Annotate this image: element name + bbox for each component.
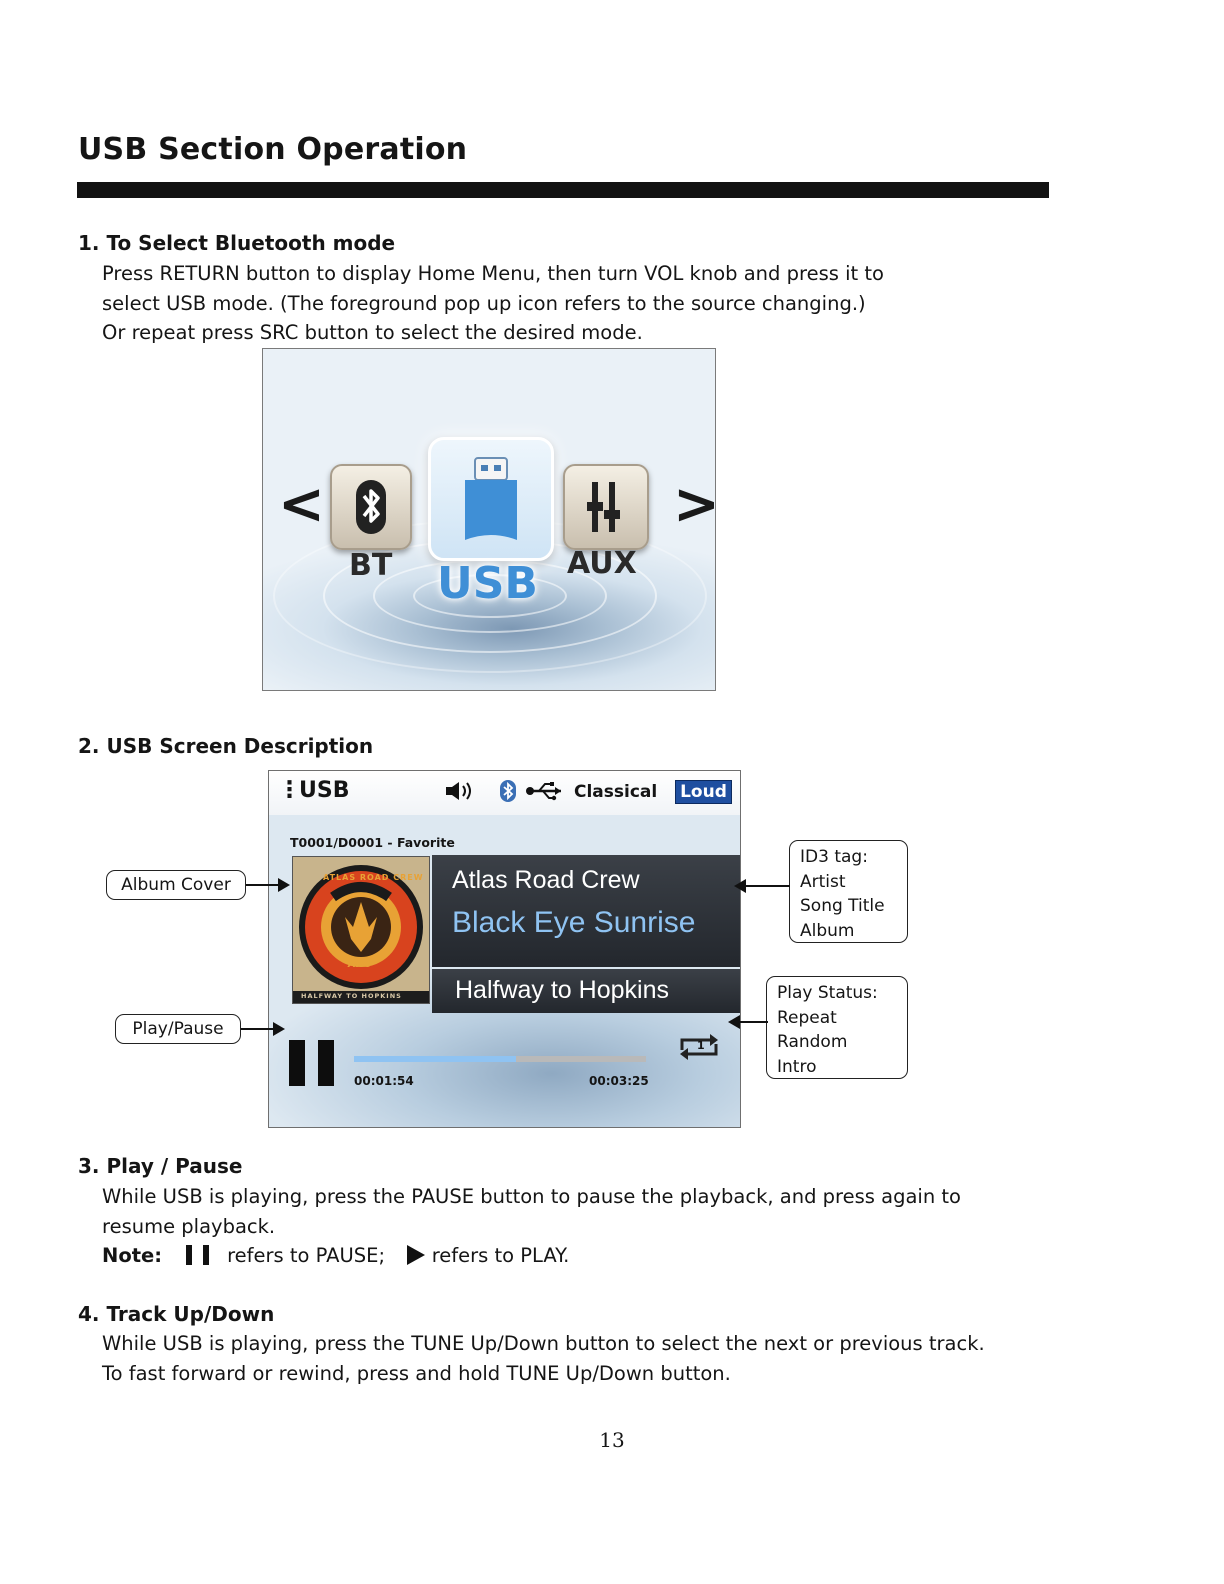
section-1-heading: 1. To Select Bluetooth mode	[78, 231, 396, 255]
bluetooth-icon	[332, 466, 410, 548]
artist-name: Atlas Road Crew	[452, 866, 640, 894]
section-3-line: While USB is playing, press the PAUSE button to pause the playback, and press again to	[102, 1185, 961, 1208]
section-3-note	[102, 1241, 1112, 1271]
mode-tile-aux	[563, 464, 649, 550]
album-cover-bottom-text: HALFWAY TO HOPKINS	[301, 992, 402, 1000]
title-rule	[77, 182, 1049, 198]
mode-tile-bt	[330, 464, 412, 550]
page-number: 13	[599, 1428, 625, 1452]
callout-play-pause-label: Play/Pause	[132, 1019, 224, 1039]
callout-album-cover	[106, 870, 246, 900]
section-3-heading: 3. Play / Pause	[78, 1154, 243, 1178]
callout-arrow-album-cover	[246, 876, 292, 894]
note-pause-text: refers to PAUSE;	[227, 1244, 386, 1267]
play-symbol-icon	[407, 1245, 425, 1265]
album-cover	[292, 856, 430, 1004]
album-title: Halfway to Hopkins	[455, 976, 669, 1004]
callout-arrow-play-status	[726, 1013, 768, 1031]
song-title: Black Eye Sunrise	[452, 906, 696, 939]
source-label: USB	[299, 778, 350, 803]
section-4-text	[102, 1329, 1112, 1388]
album-cover-center-text: ARC	[348, 959, 371, 970]
mode-tile-usb	[428, 437, 554, 561]
mode-label-usb: USB	[437, 558, 538, 609]
previous-mode-icon: <	[278, 472, 325, 537]
section-1-line: select USB mode. (The foreground pop up icon refers to the source changing.)	[102, 291, 866, 315]
usb-status-icon	[525, 781, 565, 801]
section-4-line: To fast forward or rewind, press and hold TUNE Up/Down button.	[102, 1361, 731, 1385]
callout-id3-line: Song Title	[800, 896, 885, 916]
callout-id3-line: Album	[800, 920, 855, 941]
note-play-text: refers to PLAY.	[431, 1244, 570, 1267]
section-1-line: Or repeat press SRC button to select the desired mode.	[102, 321, 643, 344]
repeat-number: 1	[697, 1039, 705, 1052]
total-time: 00:03:25	[589, 1074, 649, 1088]
progress-fill	[354, 1056, 516, 1062]
section-1-text	[102, 259, 1112, 348]
callout-play-status-line: Repeat	[777, 1007, 837, 1028]
volume-icon	[444, 780, 478, 802]
pause-icon-bar-left[interactable]	[289, 1040, 305, 1086]
page-title: USB Section Operation	[78, 132, 468, 167]
elapsed-time: 00:01:54	[354, 1074, 414, 1088]
album-cover-top-text: ATLAS ROAD CREW	[323, 873, 424, 882]
callout-arrow-id3-tag	[732, 877, 790, 895]
loud-badge: Loud	[675, 780, 732, 804]
callout-id3-tag	[789, 840, 908, 943]
progress-track[interactable]	[354, 1056, 646, 1062]
next-mode-icon: >	[673, 472, 720, 537]
pause-symbol-icon	[203, 1245, 209, 1265]
section-3-text	[102, 1182, 1112, 1271]
callout-play-status-line: Play Status:	[777, 983, 878, 1003]
section-4-heading: 4. Track Up/Down	[78, 1302, 275, 1326]
note-label: Note:	[102, 1244, 163, 1267]
source-menu-icon: ⋮	[278, 777, 301, 803]
callout-play-status	[766, 976, 908, 1079]
section-4-line: While USB is playing, press the TUNE Up/Down button to select the next or previous track.	[102, 1332, 985, 1355]
eq-preset-label: Classical	[574, 782, 658, 802]
mode-label-aux: AUX	[567, 546, 637, 581]
section-3-line: resume playback.	[102, 1214, 276, 1238]
callout-album-cover-label: Album Cover	[121, 875, 231, 895]
section-1-line: Press RETURN button to display Home Menu, then turn VOL knob and press it to	[102, 262, 884, 285]
callout-arrow-play-pause	[241, 1020, 287, 1038]
callout-id3-line: Artist	[800, 871, 846, 892]
callout-play-pause	[115, 1014, 241, 1044]
aux-icon	[565, 466, 647, 548]
callout-play-status-line: Intro	[777, 1056, 817, 1077]
bluetooth-status-icon	[499, 779, 517, 803]
mode-label-bt: BT	[349, 548, 393, 583]
pause-symbol-icon	[186, 1245, 192, 1265]
callout-id3-line: ID3 tag:	[800, 847, 868, 867]
section-2-heading: 2. USB Screen Description	[78, 734, 374, 758]
usb-stick-icon	[431, 440, 551, 558]
track-info: T0001/D0001 - Favorite	[290, 835, 455, 850]
pause-icon-bar-right[interactable]	[318, 1040, 334, 1086]
callout-play-status-line: Random	[777, 1032, 848, 1052]
